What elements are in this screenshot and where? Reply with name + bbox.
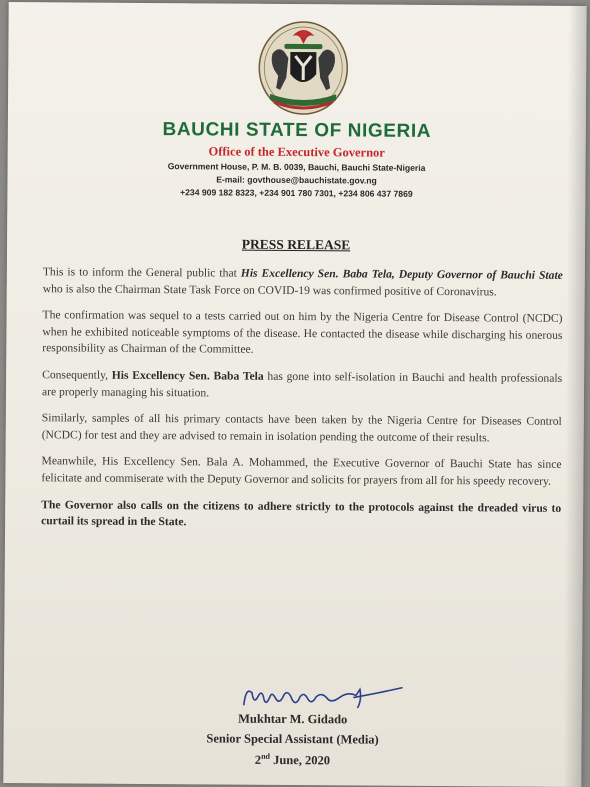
- press-release-title: PRESS RELEASE: [241, 236, 351, 253]
- paragraph-1-rest: who is also the Chairman State Task Force on COVID-19 was confirmed positive of Coronavirus.: [42, 281, 497, 298]
- signatory-name: Mukhtar M. Gidado: [238, 711, 348, 727]
- deputy-governor-name-bold: His Excellency Sen. Baba Tela: [111, 368, 264, 383]
- date-suffix: nd: [261, 751, 271, 761]
- phone-line: +234 909 182 8323, +234 901 780 7301, +234 806 437 7869: [180, 187, 413, 199]
- paragraph-1-intro: This is to inform the General public that: [42, 265, 241, 280]
- paragraph-6: The Governor also calls on the citizens to adhere strictly to the protocols against the dreaded virus to curtail its spread in the State.: [41, 497, 562, 529]
- paragraph-3-rest: has gone into self-isolation in Bauchi and health professionals are properly managing his situation.: [41, 369, 563, 399]
- date-day: 2: [254, 752, 262, 767]
- email-line: E-mail: govthouse@bauchistate.gov.ng: [216, 174, 377, 186]
- nigeria-coat-of-arms-icon: [254, 14, 353, 119]
- paragraph-3: [42, 367, 562, 404]
- press-release-body: [41, 264, 563, 543]
- deputy-governor-name: His Excellency Sen. Baba Tela, Deputy Governor of Bauchi State: [240, 266, 563, 282]
- date-rest: June, 2020: [269, 752, 331, 768]
- office-name: Office of the Executive Governor: [208, 144, 385, 160]
- handwritten-signature: [236, 683, 406, 714]
- address-line: Government House, P. M. B. 0039, Bauchi, Bauchi State-Nigeria: [167, 161, 426, 173]
- paragraph-2: The confirmation was sequel to a tests carried out on him by the Nigeria Centre for Disease Control (NCDC) when he exhibited noticeable symptoms of the disease. He contacted the disease while discharging his onerous responsibility as Chairman of the Committee.: [42, 308, 563, 357]
- paragraph-5: Meanwhile, His Excellency Sen. Bala A. Mohammed, the Executive Governor of Bauchi State has since felicitate and commiserate with the Deputy Governor and solicits for prayers from all for his speedy recovery.: [41, 454, 562, 488]
- paragraph-3-intro: Consequently,: [42, 368, 112, 382]
- paragraph-4: Similarly, samples of all his primary contacts have been taken by the Nigeria Centre for Diseases Control (NCDC) for test and they are advised to remain in isolation pending the outcome of their results.: [41, 411, 562, 445]
- release-date: [3, 750, 581, 770]
- state-name: BAUCHI STATE OF NIGERIA: [162, 119, 432, 142]
- signatory-role: Senior Special Assistant (Media): [206, 731, 379, 747]
- press-release-sheet: [3, 2, 586, 787]
- paragraph-1: [43, 264, 563, 301]
